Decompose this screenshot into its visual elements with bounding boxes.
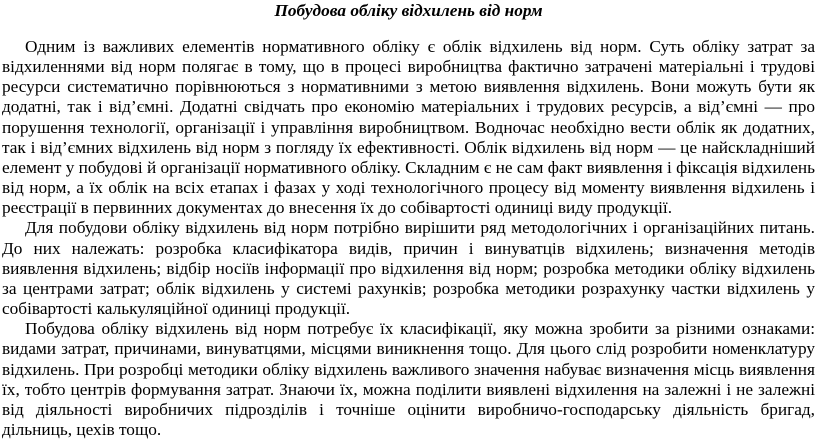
paragraph-1: Одним із важливих елементів нормативного обліку є облік відхилень від норм. Суть обліку затрат за відхиленнями від норм полягає в тому, що в процесі виробництва фактично затрачені матеріальні і трудові ресурси систематично порівнюються з нормативними з метою виявлення відхилень. Вони можуть бути як додатні, так і від’ємні. Додатні свідчать про економію матеріальних і трудових ресурсів, а від’ємні — про порушення технології, організації і управління виробництвом. Водночас необхідно вести облік як додатних, так і від’ємних відхилень від норм з погляду їх ефективності. Облік відхилень від норм — це найскладніший елемент у побудові й організації нормативного обліку. Складним є не сам факт виявлення і фіксація відхилень від норм, а їх облік на всіх етапах і фазах у ході технологічного процесу від моменту виявлення відхилень і реєстрації в первинних документах до внесення їх до собівартості одиниці виду продукції.	[2, 37, 815, 218]
paragraph-2: Для побудови обліку відхилень від норм потрібно вирішити ряд методологічних і організаційних питань. До них належать: розробка класифікатора видів, причин і винуватців відхилень; визначення методів виявлення відхилень; відбір носіїв інформації про відхилення від норм; розробка методики обліку відхилень за центрами затрат; облік відхилень у системі рахунків; розробка методики розрахунку частки відхилень у собівартості калькуляційної одиниці продукції.	[2, 218, 815, 319]
paragraph-3: Побудова обліку відхилень від норм потребує їх класифікації, яку можна зробити за різними ознаками: видами затрат, причинами, винуватцями, місцями виникнення тощо. Для цього слід розробити номенклатуру відхилень. При розробці методики обліку відхилень важливого значення набуває визначення місць виявлення їх, тобто центрів формування затрат. Знаючи їх, можна поділити виявлені відхилення на залежні і не залежні від діяльності виробничих підрозділів і точніше оцінити виробничо-господарську діяльність бригад, дільниць, цехів тощо.	[2, 319, 815, 439]
document-body	[2, 37, 815, 440]
document-title: Побудова обліку відхилень від норм	[274, 1, 543, 20]
